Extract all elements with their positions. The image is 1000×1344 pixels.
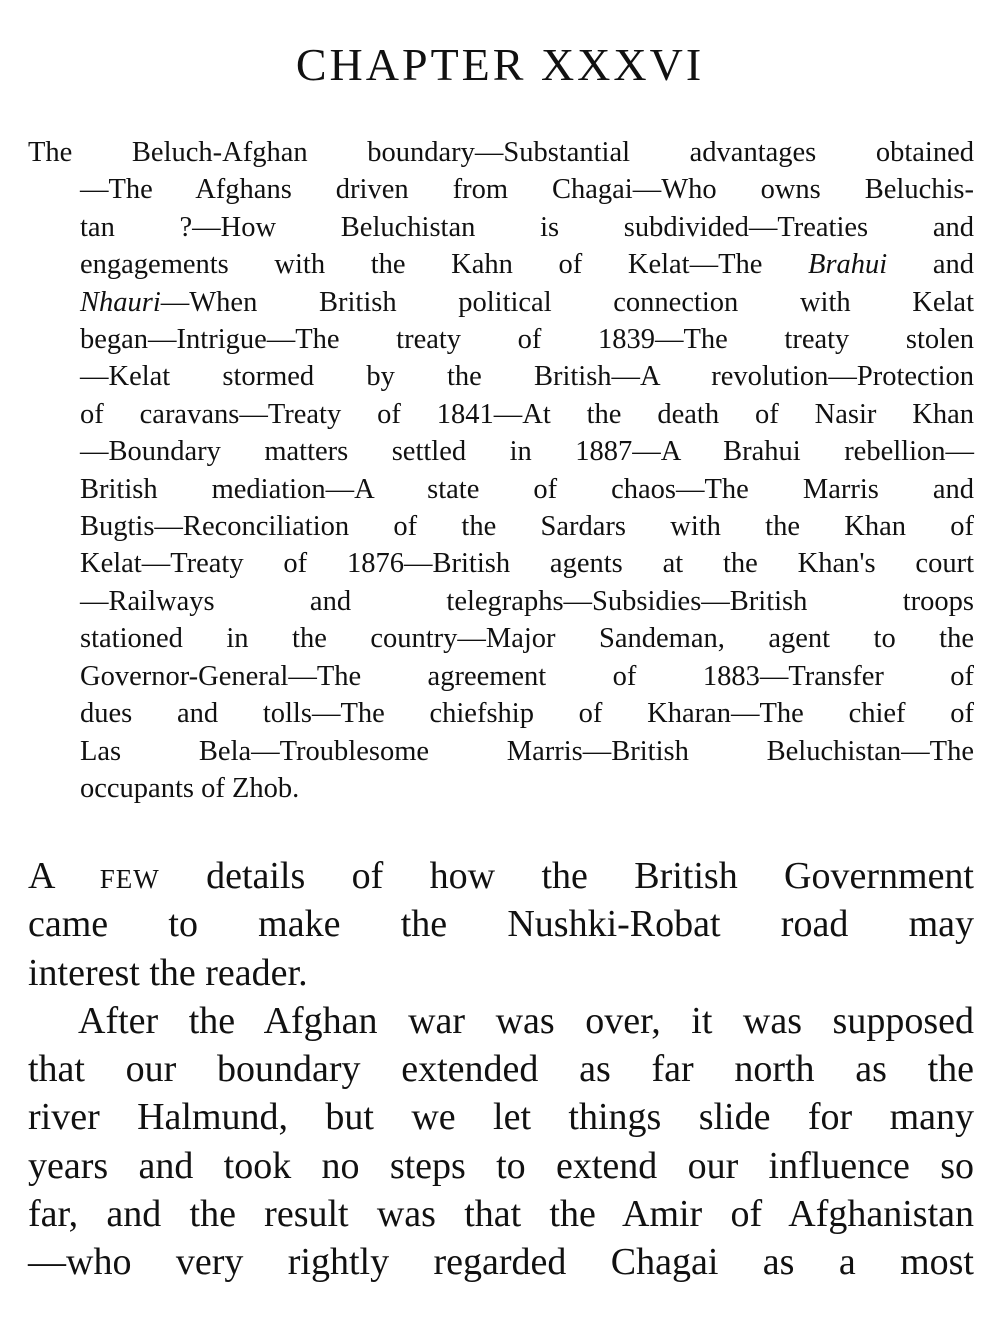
synopsis-line: —Boundary matters settled in 1887—A Brahui rebellion— [80,436,974,468]
synopsis-line [28,284,974,321]
synopsis-line: stationed in the country—Major Sandeman, agent to the [80,623,974,655]
synopsis-line: tan ?—How Beluchistan is subdivided—Treaties and [80,211,974,243]
paragraph-2-line: that our boundary extended as far north as the [28,1048,974,1091]
paragraph-1-line: came to make the Nushki-Robat road may [28,903,974,946]
paragraph-2-line: years and took no steps to extend our influence so [28,1144,974,1187]
synopsis-line: dues and tolls—The chiefship of Kharan—The chief of [80,698,974,730]
paragraph-1-line [28,852,974,900]
paragraph-2-line: river Halmund, but we let things slide for many [28,1096,974,1139]
synopsis-line: —Kelat stormed by the British—A revolution—Protection [80,361,974,393]
synopsis-line: Bugtis—Reconciliation of the Sardars with the Khan of [80,511,974,543]
synopsis-line: began—Intrigue—The treaty of 1839—The treaty stolen [80,324,974,356]
chapter-synopsis [28,134,974,807]
drop-word: A [28,855,54,897]
paragraph-1-line: interest the reader. [28,951,308,994]
small-caps-word: few [99,855,160,897]
synopsis-line: Kelat—Treaty of 1876—British agents at the Khan's court [80,548,974,580]
paragraph-2-line: After the Afghan war was over, it was supposed [78,999,974,1042]
synopsis-italic-term: Brahui [808,249,888,281]
synopsis-line [28,246,974,283]
synopsis-line: of caravans—Treaty of 1841—At the death of Nasir Khan [80,398,974,430]
synopsis-line: Governor-General—The agreement of 1883—Transfer of [80,660,974,692]
body-text [28,852,974,1287]
synopsis-text: —When British political connection with Kelat [160,286,974,318]
synopsis-italic-term: Nhauri [80,286,161,318]
chapter-title: CHAPTER XXXVI [295,39,705,90]
paragraph-2-line: —who very rightly regarded Chagai as a most [28,1241,974,1284]
paragraph-2-line: far, and the result was that the Amir of Afghanistan [28,1193,974,1236]
synopsis-line: —The Afghans driven from Chagai—Who owns Beluchis- [80,174,974,206]
synopsis-line: —Railways and telegraphs—Subsidies—British troops [80,585,974,617]
synopsis-line: British mediation—A state of chaos—The Marris and [80,473,974,505]
synopsis-text: engagements with the Kahn of Kelat—The [80,249,809,281]
paragraph-text: details of how the British Government [159,855,974,897]
synopsis-text: and [887,249,974,281]
synopsis-line: occupants of Zhob. [80,772,300,804]
synopsis-line: Las Bela—Troublesome Marris—British Beluchistan—The [80,735,974,767]
synopsis-line: The Beluch-Afghan boundary—Substantial advantages obtained [28,137,974,168]
